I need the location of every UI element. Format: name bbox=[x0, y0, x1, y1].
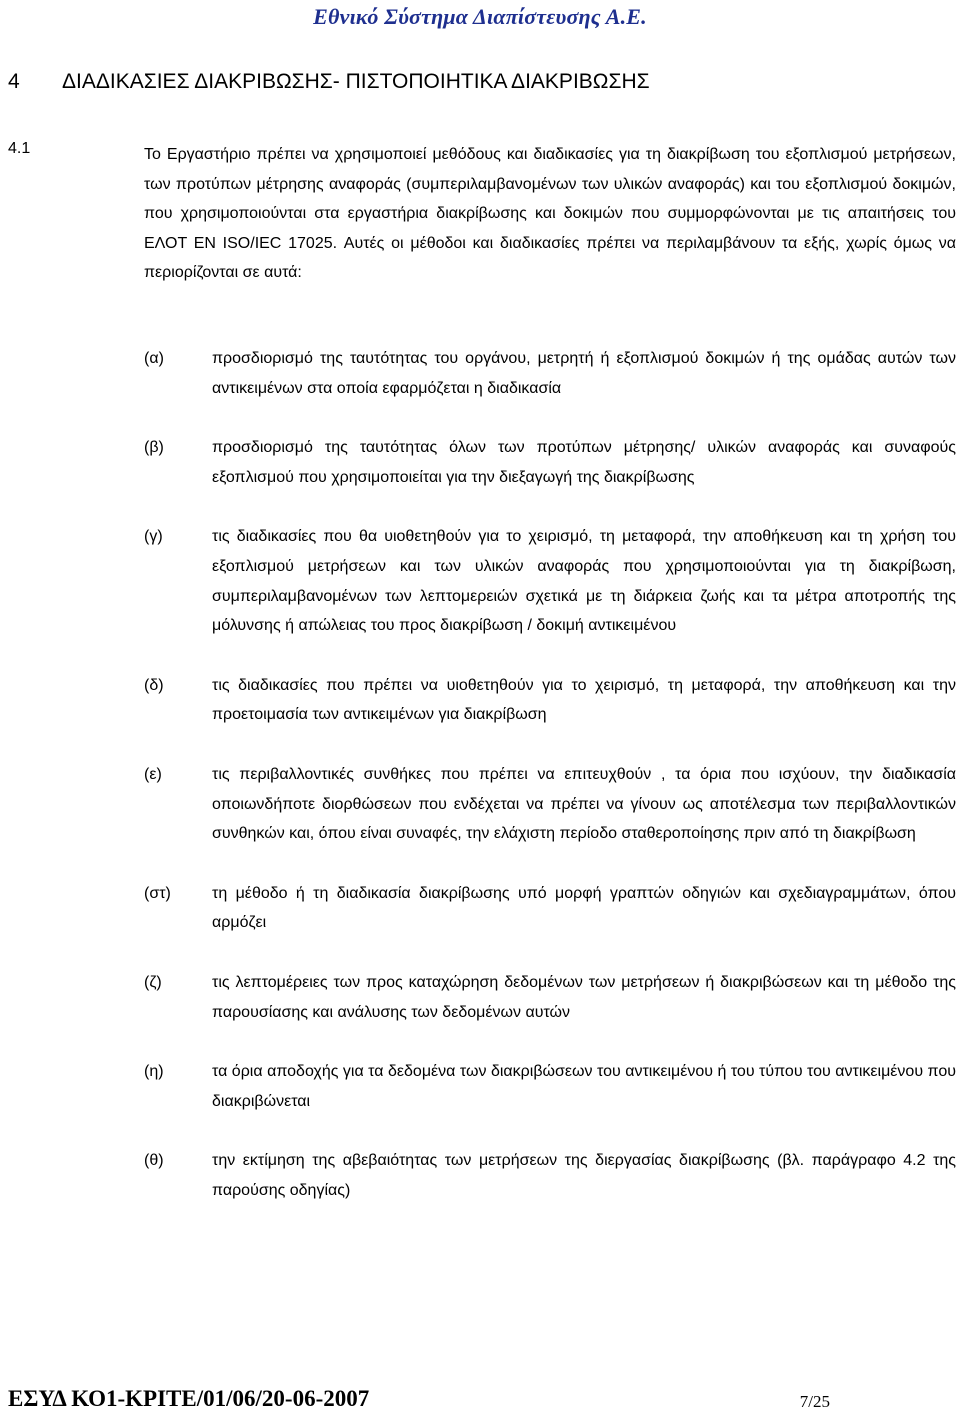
list-item bbox=[144, 522, 956, 640]
list-item-label: (θ) bbox=[144, 1152, 164, 1170]
list-item bbox=[144, 344, 956, 403]
section-heading bbox=[8, 70, 650, 94]
list-item-label: (γ) bbox=[144, 528, 163, 546]
list-item-text: την εκτίμηση της αβεβαιότητας των μετρήσεων της διεργασίας διακρίβωσης (βλ. παράγραφο 4.2 της παρούσης οδηγίας) bbox=[212, 1152, 956, 1199]
list-item-label: (β) bbox=[144, 439, 164, 457]
list-item bbox=[144, 433, 956, 492]
clause-4-1 bbox=[8, 140, 956, 304]
list-item-label: (η) bbox=[144, 1063, 164, 1081]
list-item-label: (στ) bbox=[144, 884, 171, 902]
section-title: ΔΙΑΔΙΚΑΣΙΕΣ ΔΙΑΚΡΙΒΩΣΗΣ- ΠΙΣΤΟΠΟΙΗΤΙΚΑ ΔΙΑΚΡΙΒΩΣΗΣ bbox=[62, 70, 650, 93]
list-item-text: τα όρια αποδοχής για τα δεδομένα των διακριβώσεων του αντικειμένου ή του τύπου του αντικειμένου που διακριβώνεται bbox=[212, 1063, 956, 1110]
list-item-label: (ζ) bbox=[144, 973, 162, 991]
list-item-text: τις διαδικασίες που πρέπει να υιοθετηθούν για το χειρισμό, τη μεταφορά, την αποθήκευση και την προετοιμασία των αντικειμένων για διακρίβωση bbox=[212, 676, 956, 724]
list-item bbox=[144, 1057, 956, 1116]
footer-page-number: 7/25 bbox=[799, 1392, 830, 1411]
clause-number: 4.1 bbox=[8, 140, 31, 157]
page-header-title: Εθνικό Σύστημα Διαπίστευσης Α.Ε. bbox=[313, 4, 647, 29]
section-number: 4 bbox=[8, 70, 20, 93]
footer-document-code: ΕΣΥΔ ΚΟ1-ΚΡΙΤΕ/01/06/20-06-2007 bbox=[8, 1386, 370, 1411]
clause-text: Το Εργαστήριο πρέπει να χρησιμοποιεί μεθόδους και διαδικασίες για τη διακρίβωση του εξοπλισμού μετρήσεων, των προτύπων μέτρησης αναφοράς (συμπεριλαμβανομένων των υλικών αναφοράς) και του εξοπλισμού δοκιμών, που χρησιμοποιούνται στα εργαστήρια διακρίβωσης και δοκιμών που συμμορφώνονται με τις απαιτήσεις του ΕΛΟΤ ΕΝ ISO/IEC 17025. Αυτές οι μέθοδοι και διαδικασίες πρέπει να περιλαμβάνουν τα εξής, χωρίς όμως να περιορίζονται σε αυτά: bbox=[144, 146, 956, 282]
list-item bbox=[144, 968, 956, 1027]
procedure-items-list bbox=[144, 344, 956, 1235]
list-item-text: τις διαδικασίες που θα υιοθετηθούν για το χειρισμό, τη μεταφορά, την αποθήκευση και τη χρήση του εξοπλισμού μετρήσεων και των υλικών αναφοράς που χρησιμοποιούνται για τη διακρίβωση, συμπεριλαμβανομένων των λεπτομερειών σχετικά με τη διάρκεια ζωής και τα μέτρα αποτροπής της μόλυνσης ή απώλειας του προς διακρίβωση / δοκιμή αντικειμένου bbox=[212, 528, 956, 635]
list-item-text: προσδιορισμό της ταυτότητας του οργάνου, μετρητή ή εξοπλισμού δοκιμών ή της ομάδας αυτών των αντικειμένων στα οποία εφαρμόζεται η διαδικασία bbox=[212, 350, 956, 397]
list-item bbox=[144, 1146, 956, 1205]
list-item bbox=[144, 879, 956, 938]
list-item bbox=[144, 671, 956, 730]
list-item-text: τη μέθοδο ή τη διαδικασία διακρίβωσης υπό μορφή γραπτών οδηγιών και σχεδιαγραμμάτων, όπου αρμόζει bbox=[212, 884, 956, 932]
list-item-text: προσδιορισμό της ταυτότητας όλων των προτύπων μέτρησης/ υλικών αναφοράς και συναφούς εξοπλισμού που χρησιμοποιείται για την διεξαγωγή της διακρίβωσης bbox=[212, 439, 956, 486]
list-item bbox=[144, 760, 956, 849]
list-item-text: τις λεπτομέρειες των προς καταχώρηση δεδομένων των μετρήσεων ή διακριβώσεων και τη μέθοδο της παρουσίασης και ανάλυσης των δεδομένων αυτών bbox=[212, 973, 956, 1021]
list-item-text: τις περιβαλλοντικές συνθήκες που πρέπει να επιτευχθούν , τα όρια που ισχύουν, την διαδικασία οποιωνδήποτε διορθώσεων που ενδέχεται να πρέπει να γίνουν ως αποτέλεσμα των περιβαλλοντικών συνθηκών και, όπου είναι συναφές, την ελάχιστη περίοδο σταθεροποίησης πριν από τη διακρίβωση bbox=[212, 765, 956, 843]
list-item-label: (ε) bbox=[144, 765, 162, 783]
list-item-label: (α) bbox=[144, 350, 164, 367]
list-item-label: (δ) bbox=[144, 676, 164, 694]
